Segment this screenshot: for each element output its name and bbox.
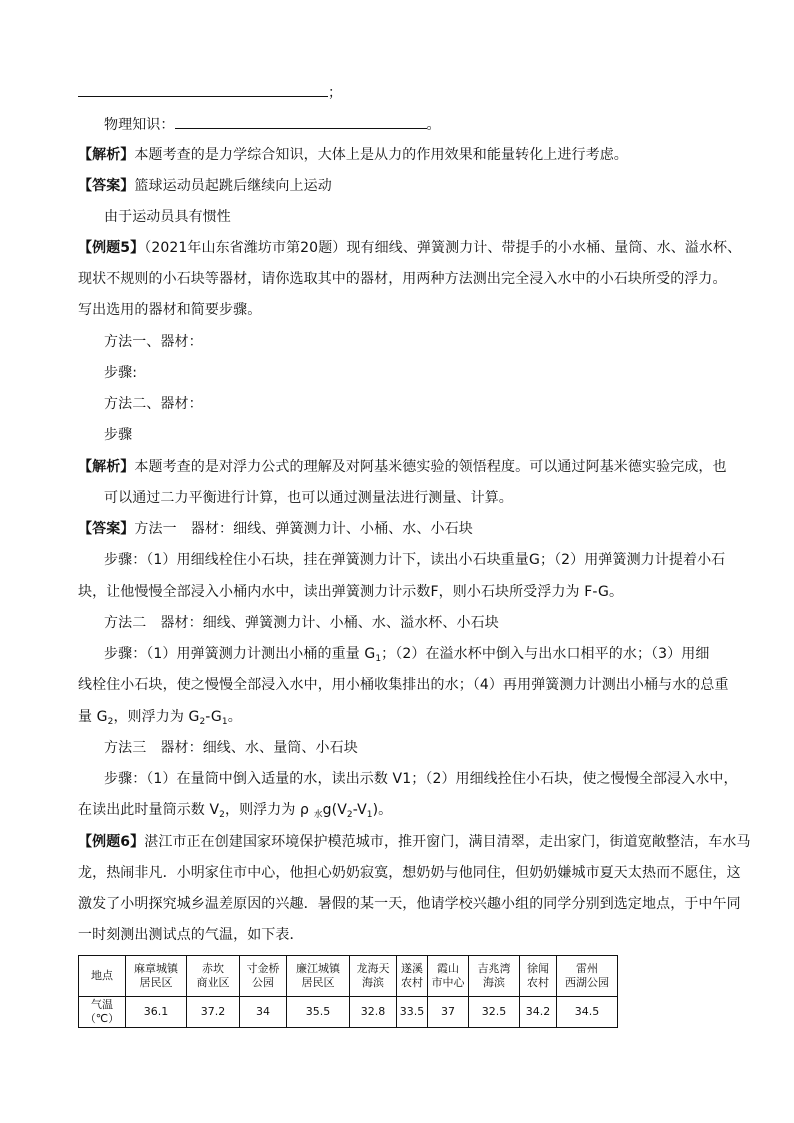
analysis-5-line2: 可以通过二力平衡进行计算，也可以通过测量法进行测量、计算。 bbox=[104, 490, 513, 506]
answer-blank bbox=[175, 114, 427, 129]
answer-5-method-3: 方法三 器材：细线、水、量筒、小石块 bbox=[104, 740, 358, 756]
analysis-1: 【解析】本题考查的是力学综合知识，大体上是从力的作用效果和能量转化上进行考虑。 bbox=[78, 147, 628, 163]
table-cell: 徐闻 农村 bbox=[520, 956, 557, 997]
table-cell: 霞山 市中心 bbox=[428, 956, 469, 997]
table-cell: 寸金桥 公园 bbox=[240, 956, 287, 997]
table-cell: 赤坎 商业区 bbox=[187, 956, 240, 997]
temperature-table bbox=[78, 955, 618, 1028]
answer-5-method-1: 【答案】方法一 器材：细线、弹簧测力计、小桶、水、小石块 bbox=[78, 521, 473, 537]
answer-1: 【答案】篮球运动员起跳后继续向上运动 bbox=[78, 178, 332, 194]
steps-1-question: 步骤: bbox=[104, 365, 138, 381]
example-5-line2: 现状不规则的小石块等器材，请你选取其中的器材，用两种方法测出完全浸入水中的小石块所受的浮力。 bbox=[78, 271, 727, 287]
example-6-line2: 龙，热闹非凡．小明家住市中心，他担心奶奶寂寞，想奶奶与他同住，但奶奶嫌城市夏天太热而不愿住，这 bbox=[78, 865, 741, 881]
table-cell: 32.8 bbox=[350, 997, 397, 1028]
table-cell: 33.5 bbox=[397, 997, 428, 1028]
table-cell: 34.5 bbox=[557, 997, 618, 1028]
answer-5-method-2-steps-3: 量 $G_2$，则浮力为 $G_2-G_1$。 bbox=[78, 709, 242, 727]
example-6-line1: 【例题6】湛江市正在创建国家环境保护模范城市，推开窗门，满目清翠，走出家门，街道宽敞整洁，车水马 bbox=[78, 834, 751, 850]
table-cell: 廉江城镇 居民区 bbox=[287, 956, 350, 997]
table-cell: 雷州 西湖公园 bbox=[557, 956, 618, 997]
table-cell: 遂溪 农村 bbox=[397, 956, 428, 997]
answer-blank bbox=[78, 82, 328, 97]
table-cell: 麻章城镇 居民区 bbox=[126, 956, 187, 997]
table-cell: 气温 （℃） bbox=[79, 997, 126, 1028]
table-cell: 地点 bbox=[79, 956, 126, 997]
steps-2-question: 步骤 bbox=[104, 427, 133, 443]
table-cell: 32.5 bbox=[469, 997, 520, 1028]
answer-5-method-2-steps-2: 线栓住小石块，使之慢慢全部浸入水中，用小桶收集排出的水；（4）再用弹簧测力计测出小桶与水的总重 bbox=[78, 677, 729, 693]
answer-1-line2: 由于运动员具有惯性 bbox=[104, 209, 231, 225]
analysis-5-line1: 【解析】本题考查的是对浮力公式的理解及对阿基米德实验的领悟程度。可以通过阿基米德实验完成，也 bbox=[78, 459, 727, 475]
example-5-line1: 【例题5】（2021年山东省潍坊市第20题）现有细线、弹簧测力计、带提手的小水桶、量筒、水、溢水杯、 bbox=[78, 240, 742, 256]
example-6-line4: 一时刻测出测试点的气温，如下表． bbox=[78, 927, 304, 943]
answer-5-method-2: 方法二 器材：细线、弹簧测力计、小桶、水、溢水杯、小石块 bbox=[104, 615, 499, 631]
example-6-line3: 激发了小明探究城乡温差原因的兴趣．暑假的某一天，他请学校兴趣小组的同学分别到选定地点，于中午同 bbox=[78, 896, 741, 912]
table-cell: 吉兆湾 海滨 bbox=[469, 956, 520, 997]
table-header-row bbox=[79, 956, 618, 997]
table-cell: 34 bbox=[240, 997, 287, 1028]
table-cell: 37.2 bbox=[187, 997, 240, 1028]
example-5-line3: 写出选用的器材和简要步骤。 bbox=[78, 302, 262, 318]
method-1-question: 方法一、器材： bbox=[104, 334, 203, 350]
table-cell: 34.2 bbox=[520, 997, 557, 1028]
table-cell: 36.1 bbox=[126, 997, 187, 1028]
method-2-question: 方法二、器材： bbox=[104, 396, 203, 412]
physics-knowledge-line: 物理知识： 。 bbox=[104, 114, 441, 134]
table-cell: 37 bbox=[428, 997, 469, 1028]
table-row bbox=[79, 997, 618, 1028]
table-cell: 龙海天 海滨 bbox=[350, 956, 397, 997]
blank-line-1: ； bbox=[78, 82, 342, 102]
answer-5-method-3-steps: 步骤：（1）在量筒中倒入适量的水，读出示数 V1；（2）用细线拴住小石块，使之慢慢全部浸入水中， bbox=[104, 771, 738, 787]
answer-5-method-1-steps-2: 块，让他慢慢全部浸入小桶内水中，读出弹簧测力计示数F，则小石块所受浮力为 F-G。 bbox=[78, 584, 624, 600]
answer-5-method-1-steps: 步骤：（1）用细线栓住小石块，挂在弹簧测力计下，读出小石块重量G；（2）用弹簧测力计提着小石 bbox=[104, 552, 726, 568]
table-cell: 35.5 bbox=[287, 997, 350, 1028]
answer-5-method-3-steps-2: 在读出此时量筒示数 $V_2$，则浮力为 ρ $_水g(V_2-V_1)$。 bbox=[78, 802, 393, 820]
answer-5-method-2-steps: 步骤：（1）用弹簧测力计测出小桶的重量 $G_1$；（2）在溢水杯中倒入与出水口相平的水；（3）用细 bbox=[104, 646, 710, 664]
